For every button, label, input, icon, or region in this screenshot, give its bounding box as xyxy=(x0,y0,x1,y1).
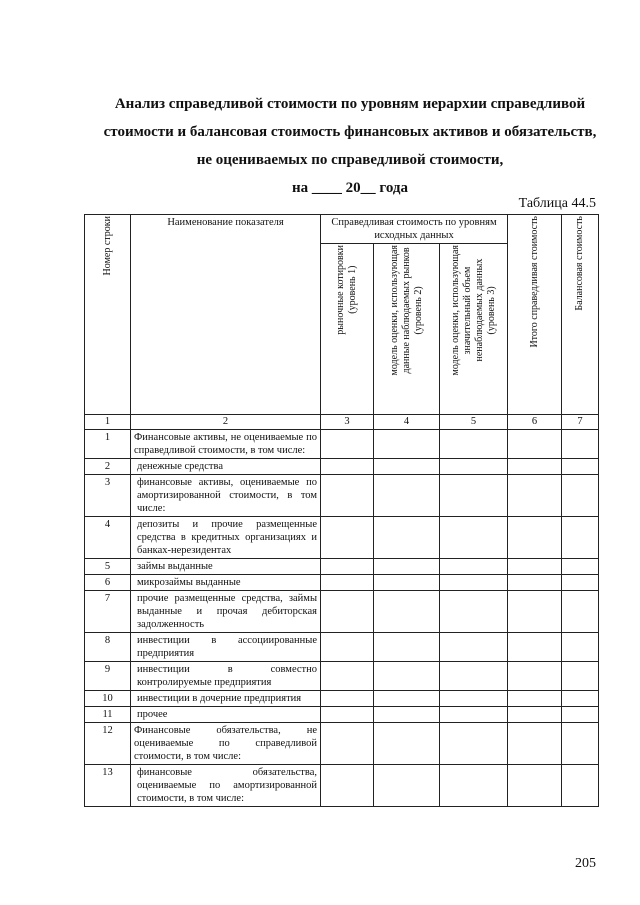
title-line-3: не оцениваемых по справедливой стоимости, xyxy=(196,152,504,168)
table-row xyxy=(85,707,599,723)
value-cell xyxy=(374,517,440,559)
row-indicator-name: финансовые обязательства, оцениваемые по амортизированной стоимости, в том числе: xyxy=(131,765,321,807)
row-indicator-name: финансовые активы, оцениваемые по амортизированной стоимости, в том числе: xyxy=(131,475,321,517)
value-cell xyxy=(508,591,562,633)
row-number: 12 xyxy=(85,723,131,765)
row-indicator-name: прочее xyxy=(131,707,321,723)
value-cell xyxy=(321,662,374,691)
column-index: 5 xyxy=(440,415,508,430)
row-indicator-name: Финансовые активы, не оцениваемые по справедливой стоимости, в том числе: xyxy=(131,430,321,459)
row-indicator-name: инвестиции в дочерние предприятия xyxy=(131,691,321,707)
value-cell xyxy=(440,765,508,807)
value-cell xyxy=(440,723,508,765)
value-cell xyxy=(321,707,374,723)
table-row xyxy=(85,459,599,475)
table-row xyxy=(85,517,599,559)
table-row xyxy=(85,591,599,633)
value-cell xyxy=(321,459,374,475)
row-number: 6 xyxy=(85,575,131,591)
value-cell xyxy=(440,517,508,559)
value-cell xyxy=(374,691,440,707)
row-indicator-name: депозиты и прочие размещенные средства в кредитных организациях и банках-нерезидентах xyxy=(131,517,321,559)
value-cell xyxy=(440,707,508,723)
row-number: 4 xyxy=(85,517,131,559)
value-cell xyxy=(374,723,440,765)
value-cell xyxy=(562,459,599,475)
fair-value-table xyxy=(84,214,599,807)
row-indicator-name: денежные средства xyxy=(131,459,321,475)
header-level-3: модель оценки, использующая значительный объем ненаблюдаемых данных (уровень 3) xyxy=(440,244,508,415)
row-number: 3 xyxy=(85,475,131,517)
value-cell xyxy=(440,691,508,707)
value-cell xyxy=(321,765,374,807)
value-cell xyxy=(321,475,374,517)
column-index-row xyxy=(85,415,599,430)
header-row-number: Номер строки xyxy=(85,215,131,415)
value-cell xyxy=(562,575,599,591)
document-title xyxy=(60,90,640,202)
table-row xyxy=(85,662,599,691)
header-level-1: рыночные котировки (уровень 1) xyxy=(321,244,374,415)
value-cell xyxy=(374,633,440,662)
table-row xyxy=(85,430,599,459)
value-cell xyxy=(374,430,440,459)
value-cell xyxy=(508,575,562,591)
value-cell xyxy=(321,691,374,707)
value-cell xyxy=(440,591,508,633)
value-cell xyxy=(562,430,599,459)
value-cell xyxy=(508,517,562,559)
value-cell xyxy=(321,591,374,633)
table-row xyxy=(85,575,599,591)
column-index: 4 xyxy=(374,415,440,430)
column-index: 1 xyxy=(85,415,131,430)
header-level-2: модель оценки, использующая данные наблюдаемых рынков (уровень 2) xyxy=(374,244,440,415)
row-number: 2 xyxy=(85,459,131,475)
value-cell xyxy=(508,765,562,807)
header-indicator-name: Наименование показателя xyxy=(131,215,321,415)
value-cell xyxy=(321,559,374,575)
value-cell xyxy=(321,430,374,459)
value-cell xyxy=(562,765,599,807)
row-indicator-name: микрозаймы выданные xyxy=(131,575,321,591)
value-cell xyxy=(562,723,599,765)
row-number: 8 xyxy=(85,633,131,662)
value-cell xyxy=(562,707,599,723)
title-line-2: стоимости и балансовая стоимость финансовых активов и обязательств, xyxy=(103,124,597,140)
column-index: 6 xyxy=(508,415,562,430)
value-cell xyxy=(440,633,508,662)
value-cell xyxy=(562,559,599,575)
row-number: 7 xyxy=(85,591,131,633)
page-number: 205 xyxy=(575,856,596,871)
table-row xyxy=(85,765,599,807)
value-cell xyxy=(562,591,599,633)
value-cell xyxy=(321,517,374,559)
value-cell xyxy=(508,430,562,459)
value-cell xyxy=(374,765,440,807)
value-cell xyxy=(508,691,562,707)
row-number: 1 xyxy=(85,430,131,459)
table-row xyxy=(85,723,599,765)
value-cell xyxy=(321,633,374,662)
row-number: 13 xyxy=(85,765,131,807)
column-index: 3 xyxy=(321,415,374,430)
row-number: 10 xyxy=(85,691,131,707)
value-cell xyxy=(321,723,374,765)
value-cell xyxy=(440,662,508,691)
value-cell xyxy=(508,475,562,517)
value-cell xyxy=(562,633,599,662)
value-cell xyxy=(508,707,562,723)
value-cell xyxy=(374,575,440,591)
column-index: 7 xyxy=(562,415,599,430)
value-cell xyxy=(374,662,440,691)
value-cell xyxy=(562,475,599,517)
table-row xyxy=(85,691,599,707)
value-cell xyxy=(374,475,440,517)
row-number: 9 xyxy=(85,662,131,691)
value-cell xyxy=(374,591,440,633)
header-fair-value-group: Справедливая стоимость по уровням исходных данных xyxy=(321,215,508,244)
row-indicator-name: прочие размещенные средства, займы выданные и прочая дебиторская задолженность xyxy=(131,591,321,633)
value-cell xyxy=(374,559,440,575)
row-indicator-name: инвестиции в совместно контролируемые предприятия xyxy=(131,662,321,691)
row-number: 5 xyxy=(85,559,131,575)
value-cell xyxy=(508,459,562,475)
row-number: 11 xyxy=(85,707,131,723)
value-cell xyxy=(562,517,599,559)
column-index: 2 xyxy=(131,415,321,430)
value-cell xyxy=(440,559,508,575)
table-number: Таблица 44.5 xyxy=(518,196,596,211)
value-cell xyxy=(321,575,374,591)
row-indicator-name: Финансовые обязательства, не оцениваемые по справедливой стоимости, в том числе: xyxy=(131,723,321,765)
value-cell xyxy=(374,459,440,475)
header-total-fair-value: Итого справедливая стоимость xyxy=(508,215,562,415)
value-cell xyxy=(508,662,562,691)
title-line-1: Анализ справедливой стоимости по уровням иерархии справедливой xyxy=(114,96,586,112)
row-indicator-name: инвестиции в ассоциированные предприятия xyxy=(131,633,321,662)
table-row xyxy=(85,559,599,575)
value-cell xyxy=(508,633,562,662)
value-cell xyxy=(374,707,440,723)
value-cell xyxy=(440,575,508,591)
value-cell xyxy=(440,459,508,475)
value-cell xyxy=(562,662,599,691)
value-cell xyxy=(562,691,599,707)
value-cell xyxy=(508,559,562,575)
title-line-4: на ____ 20__ года xyxy=(292,180,408,196)
header-balance-value: Балансовая стоимость xyxy=(562,215,599,415)
table-row xyxy=(85,633,599,662)
value-cell xyxy=(440,475,508,517)
row-indicator-name: займы выданные xyxy=(131,559,321,575)
value-cell xyxy=(440,430,508,459)
value-cell xyxy=(508,723,562,765)
table-row xyxy=(85,475,599,517)
